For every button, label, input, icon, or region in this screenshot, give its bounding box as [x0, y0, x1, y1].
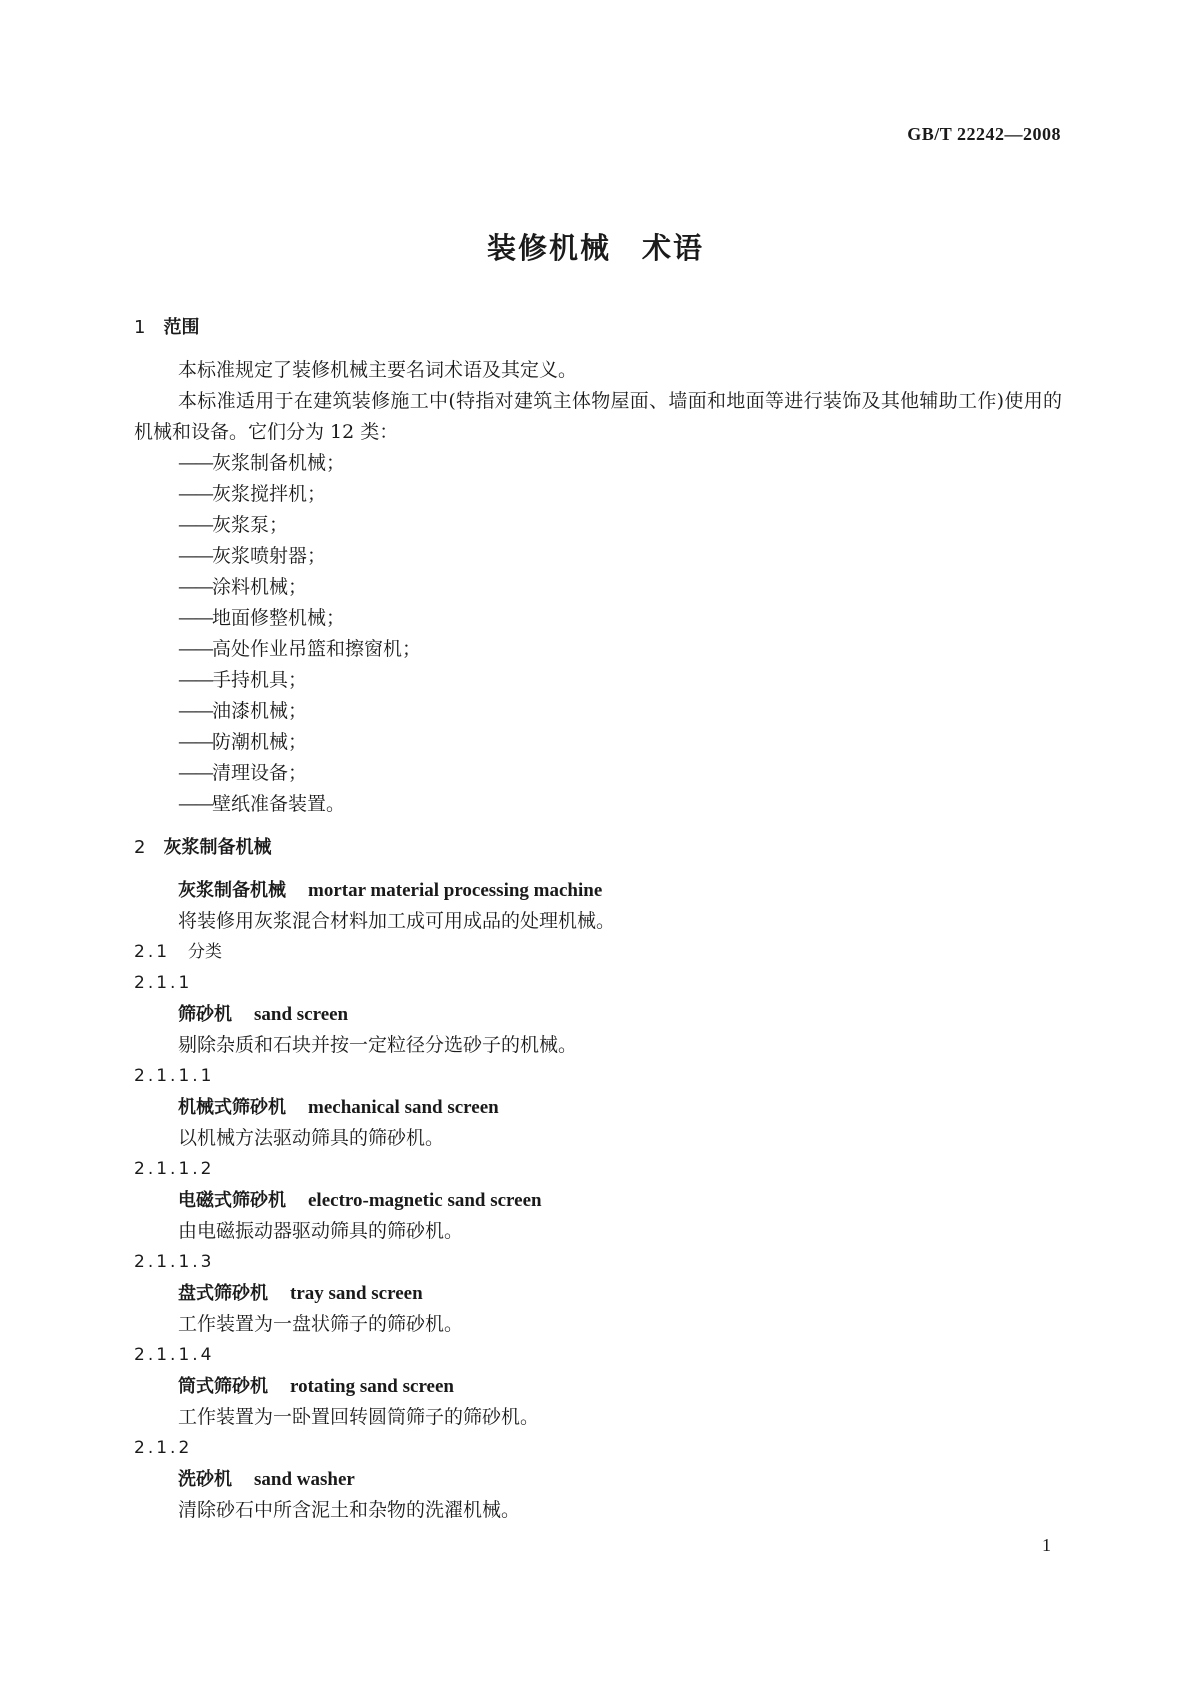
list-item	[134, 479, 1062, 510]
term-chinese: 电磁式筛砂机	[178, 1190, 286, 1211]
term-line	[134, 999, 1062, 1030]
list-item-text: 手持机具；	[212, 669, 308, 691]
list-item-text: 壁纸准备装置。	[212, 793, 346, 815]
dash-mark: ——	[178, 793, 212, 815]
list-item	[134, 789, 1062, 820]
term-line	[134, 1092, 1062, 1123]
clause-number: 2.1.1.2	[134, 1159, 215, 1179]
term-line	[134, 1464, 1062, 1495]
term-definition: 工作装置为一卧置回转圆筒筛子的筛砂机。	[178, 1406, 540, 1428]
section-title: 灰浆制备机械	[163, 837, 272, 858]
clause-number: 2.1.1.4	[134, 1345, 215, 1365]
list-item-text: 清理设备；	[212, 762, 308, 784]
dash-mark: ——	[178, 452, 212, 474]
term-line	[134, 1371, 1062, 1402]
dash-mark: ——	[178, 483, 212, 505]
list-item-text: 地面修整机械；	[212, 607, 346, 629]
term-chinese: 灰浆制备机械	[178, 880, 286, 901]
section-number: 1	[134, 317, 146, 338]
term-english: rotating sand screen	[290, 1376, 454, 1397]
term-chinese: 筛砂机	[178, 1004, 232, 1025]
dash-mark: ——	[178, 576, 212, 598]
list-item-text: 灰浆泵；	[212, 514, 289, 536]
subsection-title: 分类	[188, 942, 223, 962]
term-definition: 剔除杂质和石块并按一定粒径分选砂子的机械。	[178, 1034, 578, 1056]
list-item	[134, 634, 1062, 665]
standard-code: GB/T 22242—2008	[907, 124, 1061, 144]
term-chinese: 筒式筛砂机	[178, 1376, 268, 1397]
section-2-heading	[134, 832, 1062, 863]
list-item	[134, 448, 1062, 479]
list-item-text: 灰浆喷射器；	[212, 545, 327, 567]
dash-mark: ——	[178, 607, 212, 629]
term-chinese: 盘式筛砂机	[178, 1283, 268, 1304]
term-chinese: 机械式筛砂机	[178, 1097, 286, 1118]
clause-number: 2.1.1	[134, 973, 193, 993]
list-item-text: 灰浆制备机械；	[212, 452, 346, 474]
section-title: 范围	[163, 317, 200, 338]
term-definition: 将装修用灰浆混合材料加工成可用成品的处理机械。	[178, 910, 616, 932]
term-line	[134, 1185, 1062, 1216]
section-1-heading	[134, 312, 1062, 343]
dash-mark: ——	[178, 638, 212, 660]
dash-mark: ——	[178, 700, 212, 722]
subsection-heading	[134, 937, 1062, 968]
dash-mark: ——	[178, 514, 212, 536]
term-line	[134, 875, 1062, 906]
list-item-text: 涂料机械；	[212, 576, 308, 598]
subsection-number: 2.1	[134, 942, 171, 962]
document-body	[134, 312, 1062, 1526]
category-list	[134, 448, 1062, 820]
list-item	[134, 696, 1062, 727]
term-english: mechanical sand screen	[308, 1097, 499, 1118]
term-english: mortar material processing machine	[308, 880, 603, 901]
list-item-text: 油漆机械；	[212, 700, 308, 722]
page-number: 1	[1042, 1535, 1051, 1555]
section-number: 2	[134, 837, 146, 858]
term-line	[134, 1278, 1062, 1309]
scope-paragraph-2: 本标准适用于在建筑装修施工中(特指对建筑主体物屋面、墙面和地面等进行装饰及其他辅助工作)使用的机械和设备。它们分为 12 类：	[134, 390, 1062, 443]
term-definition: 以机械方法驱动筛具的筛砂机。	[178, 1127, 445, 1149]
list-item	[134, 727, 1062, 758]
list-item-text: 防潮机械；	[212, 731, 308, 753]
list-item-text: 灰浆搅拌机；	[212, 483, 327, 505]
term-english: sand screen	[254, 1004, 349, 1025]
clause-number: 2.1.1.1	[134, 1066, 215, 1086]
dash-mark: ——	[178, 669, 212, 691]
clause-number: 2.1.1.3	[134, 1252, 215, 1272]
term-chinese: 洗砂机	[178, 1469, 232, 1490]
list-item	[134, 572, 1062, 603]
term-english: sand washer	[254, 1469, 355, 1490]
term-definition: 由电磁振动器驱动筛具的筛砂机。	[178, 1220, 464, 1242]
scope-paragraph-1: 本标准规定了装修机械主要名词术语及其定义。	[178, 359, 578, 381]
list-item-text: 高处作业吊篮和擦窗机；	[212, 638, 422, 660]
term-english: electro-magnetic sand screen	[308, 1190, 542, 1211]
list-item	[134, 603, 1062, 634]
term-definition: 工作装置为一盘状筛子的筛砂机。	[178, 1313, 464, 1335]
term-english: tray sand screen	[290, 1283, 423, 1304]
dash-mark: ——	[178, 762, 212, 784]
document-title: 装修机械 术语	[486, 231, 704, 265]
list-item	[134, 758, 1062, 789]
list-item	[134, 541, 1062, 572]
clause-number: 2.1.2	[134, 1438, 193, 1458]
list-item	[134, 510, 1062, 541]
dash-mark: ——	[178, 731, 212, 753]
term-definition: 清除砂石中所含泥土和杂物的洗濯机械。	[178, 1499, 521, 1521]
list-item	[134, 665, 1062, 696]
dash-mark: ——	[178, 545, 212, 567]
